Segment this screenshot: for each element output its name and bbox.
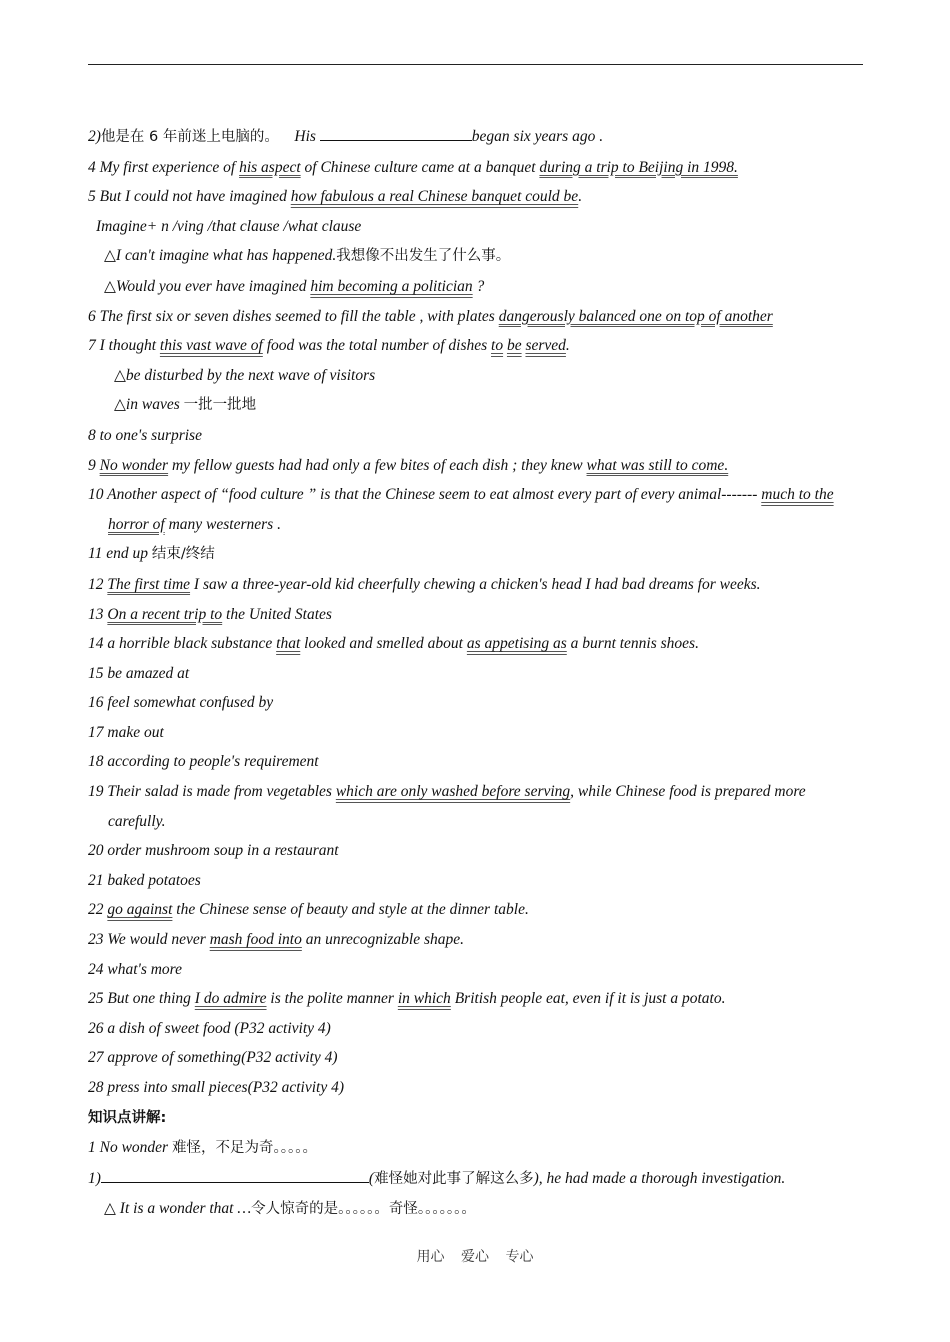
line-item-9: 9 No wonder my fellow guests had had only a few bites of each dish ; they knew what was still to come. (88, 456, 729, 474)
line-item-27: 27 approve of something(P32 activity 4) (88, 1049, 338, 1067)
line-item-26: 26 a dish of sweet food (P32 activity 4) (88, 1019, 331, 1037)
line-item-14: 14 a horrible black substance that looked and smelled about as appetising as a burnt tennis shoes. (88, 635, 699, 653)
line-item-24: 24 what's more (88, 960, 183, 978)
line-item-7: 7 I thought this vast wave of food was the total number of dishes to be served. (88, 337, 570, 355)
line-item-13: 13 On a recent trip to the United States (88, 605, 332, 623)
line-item-25: 25 But one thing I do admire is the polite manner in which British people eat, even if it is just a potato. (88, 990, 726, 1008)
document-body (88, 122, 866, 1225)
answer-blank[interactable] (320, 124, 472, 141)
line-item-5: 5 But I could not have imagined how fabulous a real Chinese banquet could be. (88, 188, 583, 206)
line-item-15: 15 be amazed at (88, 664, 190, 682)
line-item-21: 21 baked potatoes (88, 871, 201, 889)
line-item-22: 22 go against the Chinese sense of beauty and style at the dinner table. (88, 901, 529, 919)
line-item-4: 4 My first experience of his aspect of Chinese culture came at a banquet during a trip to Beijing in 1998. (88, 158, 738, 176)
line-item-16: 16 feel somewhat confused by (88, 694, 274, 712)
page-footer: 用心 爱心 专心 (416, 1249, 534, 1265)
line-example-imagine-2: △Would you ever have imagined him becoming a politician ? (104, 277, 485, 295)
line-item-8: 8 to one's surprise (88, 426, 202, 444)
line-item-28: 28 press into small pieces(P32 activity 4) (88, 1079, 344, 1096)
line-item-19: 19 Their salad is made from vegetables which are only washed before serving, while Chinese food is prepared more carefully. (88, 783, 806, 830)
answer-blank[interactable] (101, 1166, 369, 1183)
line-item-23: 23 We would never mash food into an unrecognizable shape. (88, 931, 464, 949)
line-example-wave-1: △be disturbed by the next wave of visitors (114, 366, 376, 384)
line-example-imagine-1: △I can't imagine what has happened.我想像不出发生了什么事。 (104, 247, 511, 265)
line-translation-2: 2)他是在 6 年前迷上电脑的。 His began six years ago . (88, 122, 866, 153)
line-item-18: 18 according to people's requirement (88, 753, 319, 771)
line-item-11: 11 end up 结束/终结 (88, 545, 215, 563)
header-rule (88, 64, 863, 65)
line-point-no-wonder: 1 No wonder 难怪，不足为奇。。。。。 (88, 1139, 317, 1157)
line-item-6: 6 The first six or seven dishes seemed to fill the table , with plates dangerously balanced one on top of another (88, 307, 773, 325)
line-example-wave-2: △in waves 一批一批地 (114, 396, 257, 414)
line-imagine-pattern: Imagine+ n /ving /that clause /what clause (96, 217, 362, 235)
line-item-20: 20 order mushroom soup in a restaurant (88, 842, 339, 860)
line-item-17: 17 make out (88, 723, 164, 741)
line-exercise-1: 1) (难怪她对此事了解这么多), he had made a thorough investigation. (88, 1164, 866, 1195)
line-point-wonder: △ It is a wonder that …令人惊奇的是。。。。。。奇怪。。。。。。。 (104, 1200, 476, 1218)
line-item-12: 12 The first time I saw a three-year-old kid cheerfully chewing a chicken's head I had bad dreams for weeks. (88, 575, 761, 593)
line-item-10: 10 Another aspect of “food culture ” is that the Chinese seem to eat almost every part of every animal------- much to the horror of many westerners . (88, 486, 834, 533)
section-heading-knowledge: 知识点讲解: (88, 1109, 167, 1126)
